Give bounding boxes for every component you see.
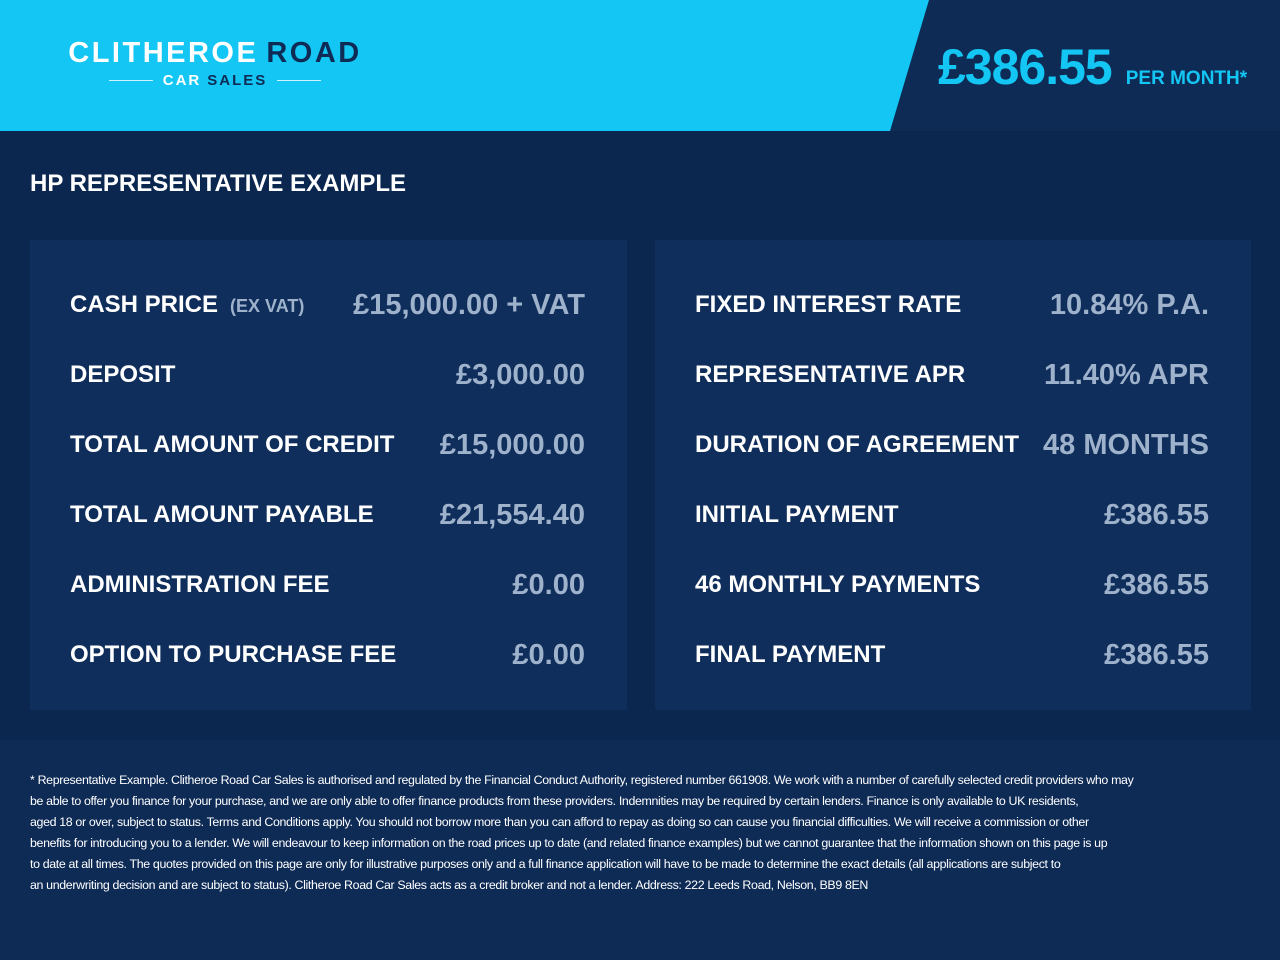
row-value: £15,000.00 + VAT xyxy=(353,288,585,321)
row-interest-rate xyxy=(695,285,1209,325)
disclaimer-line: to date at all times. The quotes provided on this page are only for illustrative purposes only and a full finance application will have to be made to determine the exact details (all applications are subject to xyxy=(30,857,1061,871)
finance-panel-left xyxy=(30,240,627,710)
monthly-price-label: PER MONTH* xyxy=(1125,68,1248,89)
cash-price-label: CASH PRICE xyxy=(70,291,219,318)
row-value: 10.84% P.A. xyxy=(1049,288,1209,321)
row-cash-price xyxy=(70,285,585,325)
row-value: £15,000.00 xyxy=(439,428,585,461)
logo-divider-left xyxy=(109,80,153,81)
cash-price-sublabel: (EX VAT) xyxy=(230,296,305,316)
row-value: £386.55 xyxy=(1104,568,1209,601)
row-total-payable xyxy=(70,495,585,535)
logo-main-text xyxy=(50,38,380,68)
row-label: TOTAL AMOUNT PAYABLE xyxy=(70,501,374,528)
row-admin-fee xyxy=(70,565,585,605)
row-label: TOTAL AMOUNT OF CREDIT xyxy=(70,431,395,458)
row-total-credit xyxy=(70,425,585,465)
disclaimer-line: an underwriting decision and are subject to status). Clitheroe Road Car Sales acts as a credit broker and not a lender. Address: 222 Leeds Road, Nelson, BB9 8EN xyxy=(30,878,869,892)
logo-sub-text xyxy=(163,72,268,89)
row-deposit xyxy=(70,355,585,395)
row-option-fee xyxy=(70,635,585,675)
row-label: FINAL PAYMENT xyxy=(695,641,886,668)
monthly-price xyxy=(938,38,1247,96)
row-value: £0.00 xyxy=(512,568,585,601)
disclaimer-text xyxy=(30,770,1165,896)
row-value: 48 MONTHS xyxy=(1043,428,1209,461)
finance-panel-right xyxy=(655,240,1251,710)
row-label: DURATION OF AGREEMENT xyxy=(695,431,1019,458)
logo-word-clitheroe: CLITHEROE xyxy=(68,37,259,69)
row-apr xyxy=(695,355,1209,395)
disclaimer-line: be able to offer you finance for your purchase, and we are only able to offer finance products from these providers. Indemnities may be required by certain lenders. Finance is only available to UK residents, xyxy=(30,794,1079,808)
row-value: £21,554.40 xyxy=(439,498,585,531)
logo-sub-row xyxy=(50,72,380,89)
monthly-price-amount: £386.55 xyxy=(938,39,1112,95)
logo-word-sales: SALES xyxy=(207,72,268,89)
disclaimer-line: * Representative Example. Clitheroe Road Car Sales is authorised and regulated by the Financial Conduct Authority, registered number 661908. We work with a number of carefully selected credit providers who may xyxy=(30,773,1134,787)
row-label: OPTION TO PURCHASE FEE xyxy=(70,641,397,668)
row-label: INITIAL PAYMENT xyxy=(695,501,899,528)
disclaimer-line: benefits for introducing you to a lender. We will endeavour to keep information on the road prices up to date (and related finance examples) but we cannot guarantee that the information shown on this page is up xyxy=(30,836,1108,850)
row-label: ADMINISTRATION FEE xyxy=(70,571,330,598)
row-label: FIXED INTEREST RATE xyxy=(695,291,962,318)
row-initial-payment xyxy=(695,495,1209,535)
disclaimer-footer xyxy=(0,740,1280,960)
brand-logo[interactable] xyxy=(50,38,380,89)
row-duration xyxy=(695,425,1209,465)
logo-divider-right xyxy=(277,80,321,81)
row-value: £0.00 xyxy=(512,638,585,671)
logo-word-car: CAR xyxy=(162,72,202,89)
row-label xyxy=(70,291,304,319)
section-title: HP REPRESENTATIVE EXAMPLE xyxy=(30,170,407,197)
row-value: £386.55 xyxy=(1104,638,1209,671)
row-value: 11.40% APR xyxy=(1044,358,1209,391)
row-monthly-payments xyxy=(695,565,1209,605)
logo-word-road: ROAD xyxy=(266,37,362,69)
row-label: DEPOSIT xyxy=(70,361,176,388)
row-final-payment xyxy=(695,635,1209,675)
row-value: £386.55 xyxy=(1104,498,1209,531)
row-label: REPRESENTATIVE APR xyxy=(695,361,966,388)
row-value: £3,000.00 xyxy=(455,358,585,391)
disclaimer-line: aged 18 or over, subject to status. Terms and Conditions apply. You should not borrow more than you can afford to repay as doing so can cause you financial difficulties. We will receive a commission or other xyxy=(30,815,1089,829)
row-label: 46 MONTHLY PAYMENTS xyxy=(695,571,981,598)
